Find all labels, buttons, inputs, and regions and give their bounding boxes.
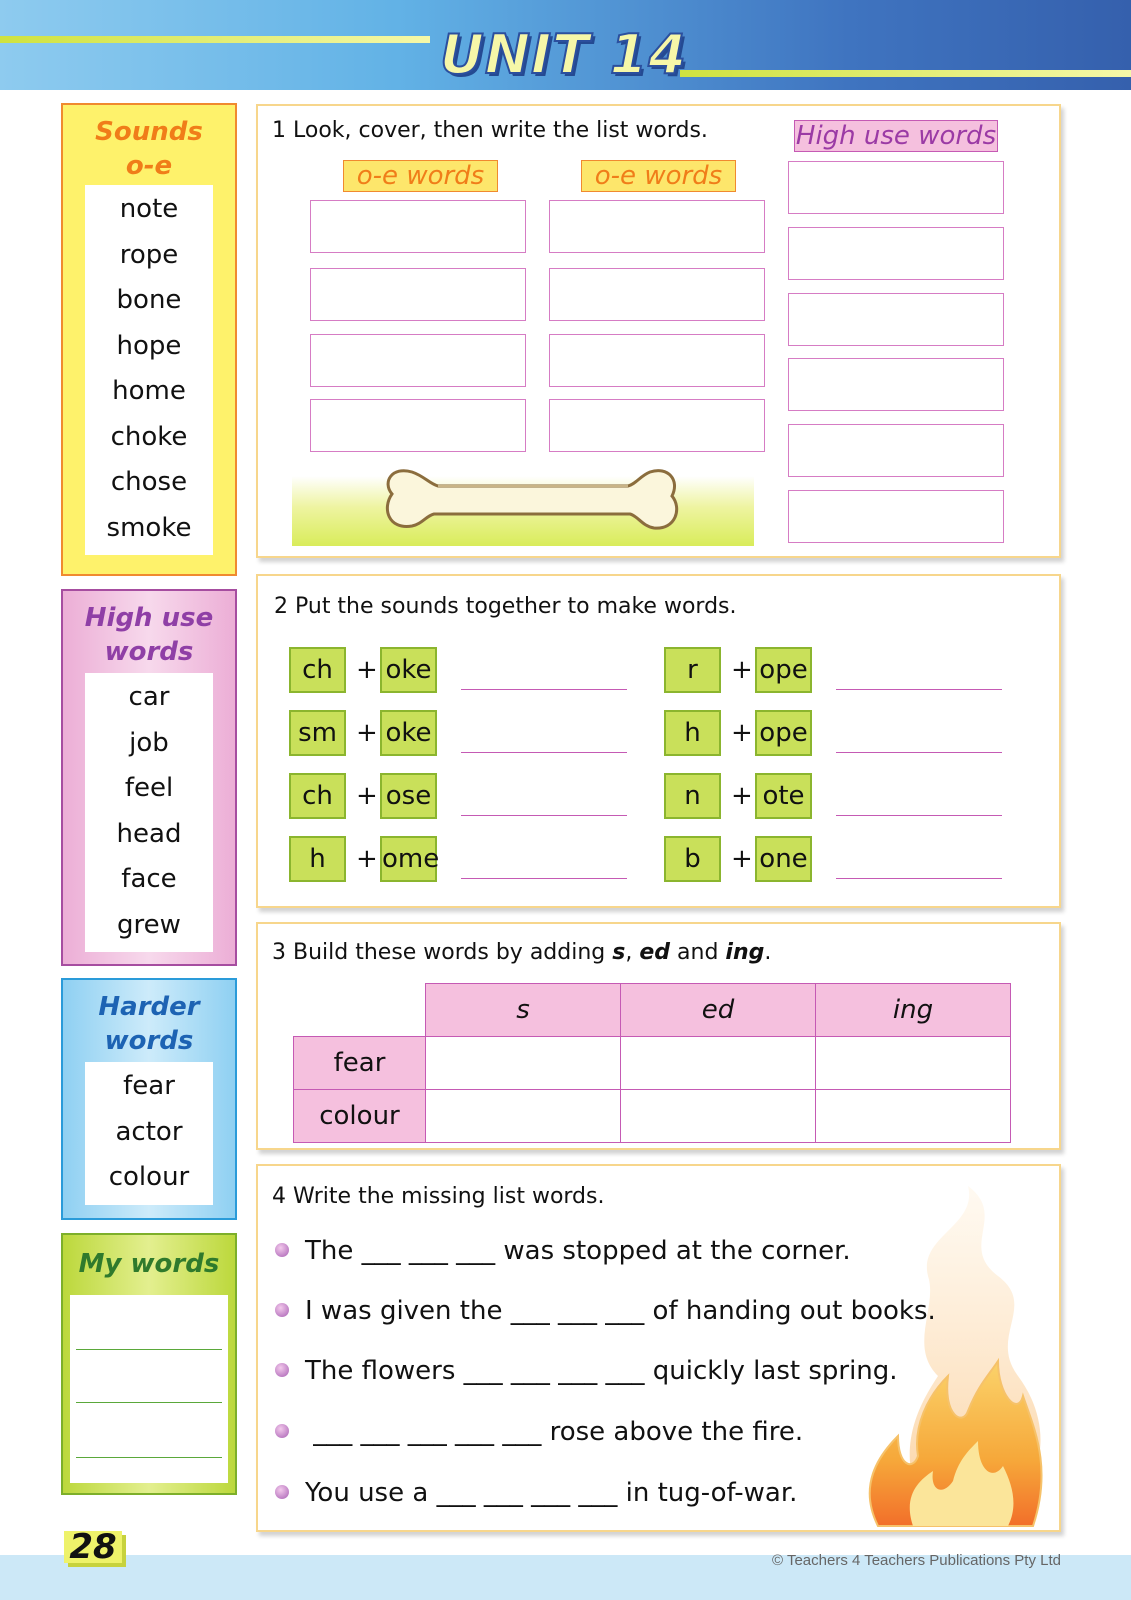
- list-item: chose: [110, 467, 188, 497]
- sentence-before: You use a: [305, 1478, 437, 1508]
- answer-cell[interactable]: [621, 1037, 816, 1090]
- list-item: hope: [116, 330, 182, 361]
- sounds-word-list: [85, 185, 213, 555]
- answer-line[interactable]: [461, 689, 627, 690]
- sound-box: ope: [755, 647, 812, 693]
- section-2-panel: [256, 574, 1061, 908]
- answer-box[interactable]: [788, 293, 1004, 346]
- suffix-ing: ing: [725, 940, 765, 965]
- table-row: [294, 1037, 1011, 1090]
- answer-line[interactable]: [836, 878, 1002, 879]
- list-item: colour: [108, 1162, 190, 1192]
- list-item: note: [119, 194, 179, 224]
- my-words-line[interactable]: [76, 1457, 222, 1458]
- list-item: feel: [124, 773, 174, 803]
- high-use-word-list: [85, 673, 213, 952]
- plus-sign: +: [356, 655, 378, 685]
- sound-box: oke: [380, 647, 437, 693]
- header-stripe-left: [0, 36, 430, 43]
- sound-box: ch: [289, 773, 346, 819]
- sound-box: one: [755, 836, 812, 882]
- answer-line[interactable]: [461, 815, 627, 816]
- answer-cell[interactable]: [426, 1090, 621, 1143]
- harder-word-list: [85, 1062, 213, 1205]
- row-header: fear: [294, 1037, 426, 1090]
- section-4-instruction: 4 Write the missing list words.: [272, 1184, 605, 1209]
- section-1-panel: [256, 104, 1061, 558]
- bullet-icon: [275, 1485, 289, 1499]
- sentence-5: [275, 1476, 797, 1510]
- harder-box: [61, 978, 237, 1220]
- section-1-instruction: 1 Look, cover, then write the list words.: [272, 118, 708, 143]
- list-item: rope: [119, 239, 179, 270]
- sentence-before: The: [305, 1236, 362, 1266]
- sentence-2: [275, 1294, 936, 1328]
- sound-box: ch: [289, 647, 346, 693]
- plus-sign: +: [356, 718, 378, 748]
- sentence-1: [275, 1234, 851, 1268]
- sound-box: ose: [380, 773, 437, 819]
- table-corner: [294, 984, 426, 1037]
- copyright-text: © Teachers 4 Teachers Publications Pty Ltd: [772, 1552, 1061, 1569]
- table-header-row: [294, 984, 1011, 1037]
- answer-box[interactable]: [549, 399, 765, 452]
- sound-box: h: [289, 836, 346, 882]
- answer-box[interactable]: [310, 334, 526, 387]
- page-number: 28: [64, 1531, 122, 1563]
- sentence-after: of handing out books.: [644, 1296, 936, 1326]
- plus-sign: +: [731, 718, 753, 748]
- sentence-blanks[interactable]: ___ ___ ___ ___: [436, 1478, 618, 1508]
- o-e-words-label-2: o-e words: [581, 160, 736, 192]
- sound-box: ope: [755, 710, 812, 756]
- plus-sign: +: [356, 844, 378, 874]
- answer-line[interactable]: [461, 878, 627, 879]
- column-header-ing: ing: [816, 984, 1011, 1037]
- answer-cell[interactable]: [426, 1037, 621, 1090]
- instruction-period: .: [764, 940, 772, 965]
- sentence-4: [275, 1415, 803, 1449]
- sounds-title: [63, 115, 235, 183]
- suffix-ed: ed: [639, 940, 671, 965]
- answer-box[interactable]: [788, 424, 1004, 477]
- plus-sign: +: [356, 781, 378, 811]
- sound-box: oke: [380, 710, 437, 756]
- sentence-blanks[interactable]: ___ ___ ___: [510, 1296, 645, 1326]
- list-item: job: [129, 727, 169, 758]
- list-item: actor: [115, 1116, 183, 1147]
- list-item: choke: [110, 421, 188, 452]
- bullet-icon: [275, 1243, 289, 1257]
- sentence-blanks[interactable]: ___ ___ ___ ___ ___: [313, 1417, 542, 1447]
- list-item: bone: [116, 285, 182, 315]
- o-e-words-label-1: o-e words: [343, 160, 498, 192]
- sound-box: sm: [289, 710, 346, 756]
- high-use-box: [61, 589, 237, 966]
- list-item: face: [121, 864, 177, 894]
- answer-box[interactable]: [788, 490, 1004, 543]
- bullet-icon: [275, 1363, 289, 1377]
- list-item: home: [112, 376, 186, 406]
- high-use-title-line2: words: [104, 637, 194, 667]
- my-words-title: My words: [78, 1249, 220, 1279]
- sound-box: h: [664, 710, 721, 756]
- sentence-blanks[interactable]: ___ ___ ___: [361, 1236, 496, 1266]
- section-2-instruction: 2 Put the sounds together to make words.: [274, 594, 737, 619]
- answer-box[interactable]: [310, 399, 526, 452]
- sentence-before: I was given the: [305, 1296, 511, 1326]
- table-row: [294, 1090, 1011, 1143]
- column-header-s: s: [426, 984, 621, 1037]
- list-item: car: [128, 682, 170, 712]
- sounds-title-line2: o-e: [125, 151, 173, 181]
- bullet-icon: [275, 1303, 289, 1317]
- answer-line[interactable]: [836, 689, 1002, 690]
- header-stripe-right: [680, 70, 1131, 77]
- sound-box: ome: [380, 836, 437, 882]
- answer-box[interactable]: [788, 161, 1004, 214]
- answer-box[interactable]: [549, 268, 765, 321]
- sound-box: n: [664, 773, 721, 819]
- answer-box[interactable]: [788, 227, 1004, 280]
- plus-sign: +: [731, 844, 753, 874]
- row-header: colour: [294, 1090, 426, 1143]
- suffix-table: [293, 983, 1011, 1143]
- sentence-after: in tug-of-war.: [617, 1478, 798, 1508]
- sentence-3: [275, 1354, 898, 1388]
- section-3-instruction: [272, 940, 771, 965]
- answer-box[interactable]: [549, 200, 765, 253]
- my-words-line[interactable]: [76, 1402, 222, 1403]
- harder-title-line1: Harder: [98, 992, 200, 1022]
- answer-line[interactable]: [836, 752, 1002, 753]
- harder-title: [63, 990, 235, 1058]
- list-item: fear: [123, 1071, 175, 1101]
- answer-cell[interactable]: [816, 1090, 1011, 1143]
- sentence-after: was stopped at the corner.: [495, 1236, 851, 1266]
- instruction-comma: ,: [625, 940, 640, 965]
- unit-title: UNIT 14: [440, 23, 687, 86]
- my-words-line[interactable]: [76, 1349, 222, 1350]
- my-words-writing-area[interactable]: [70, 1295, 228, 1483]
- sounds-title-line1: Sounds: [95, 117, 203, 147]
- column-header-ed: ed: [621, 984, 816, 1037]
- plus-sign: +: [731, 781, 753, 811]
- high-use-title-line1: High use: [84, 603, 214, 633]
- plus-sign: +: [731, 655, 753, 685]
- instruction-and: and: [670, 940, 726, 965]
- sound-box: b: [664, 836, 721, 882]
- sentence-before: The flowers: [305, 1356, 464, 1386]
- answer-line[interactable]: [461, 752, 627, 753]
- answer-line[interactable]: [836, 815, 1002, 816]
- answer-cell[interactable]: [621, 1090, 816, 1143]
- sentence-blanks[interactable]: ___ ___ ___ ___: [463, 1356, 645, 1386]
- instruction-text: 3 Build these words by adding: [272, 940, 613, 965]
- list-item: smoke: [106, 512, 192, 543]
- sound-box: ote: [755, 773, 812, 819]
- list-item: head: [116, 818, 182, 849]
- sentence-after: quickly last spring.: [644, 1356, 898, 1386]
- sentence-after: rose above the fire.: [541, 1417, 804, 1447]
- sounds-box: [61, 103, 237, 576]
- answer-box[interactable]: [549, 334, 765, 387]
- sound-box: r: [664, 647, 721, 693]
- list-item: grew: [117, 909, 181, 940]
- high-use-words-label: High use words: [795, 121, 997, 151]
- answer-cell[interactable]: [816, 1037, 1011, 1090]
- harder-title-line2: words: [104, 1026, 194, 1056]
- suffix-s: s: [612, 940, 626, 965]
- answer-box[interactable]: [310, 268, 526, 321]
- answer-box[interactable]: [310, 200, 526, 253]
- high-use-title: [63, 601, 235, 669]
- bone-icon: [382, 464, 682, 538]
- my-words-box: [61, 1233, 237, 1495]
- answer-box[interactable]: [788, 358, 1004, 411]
- bullet-icon: [275, 1424, 289, 1438]
